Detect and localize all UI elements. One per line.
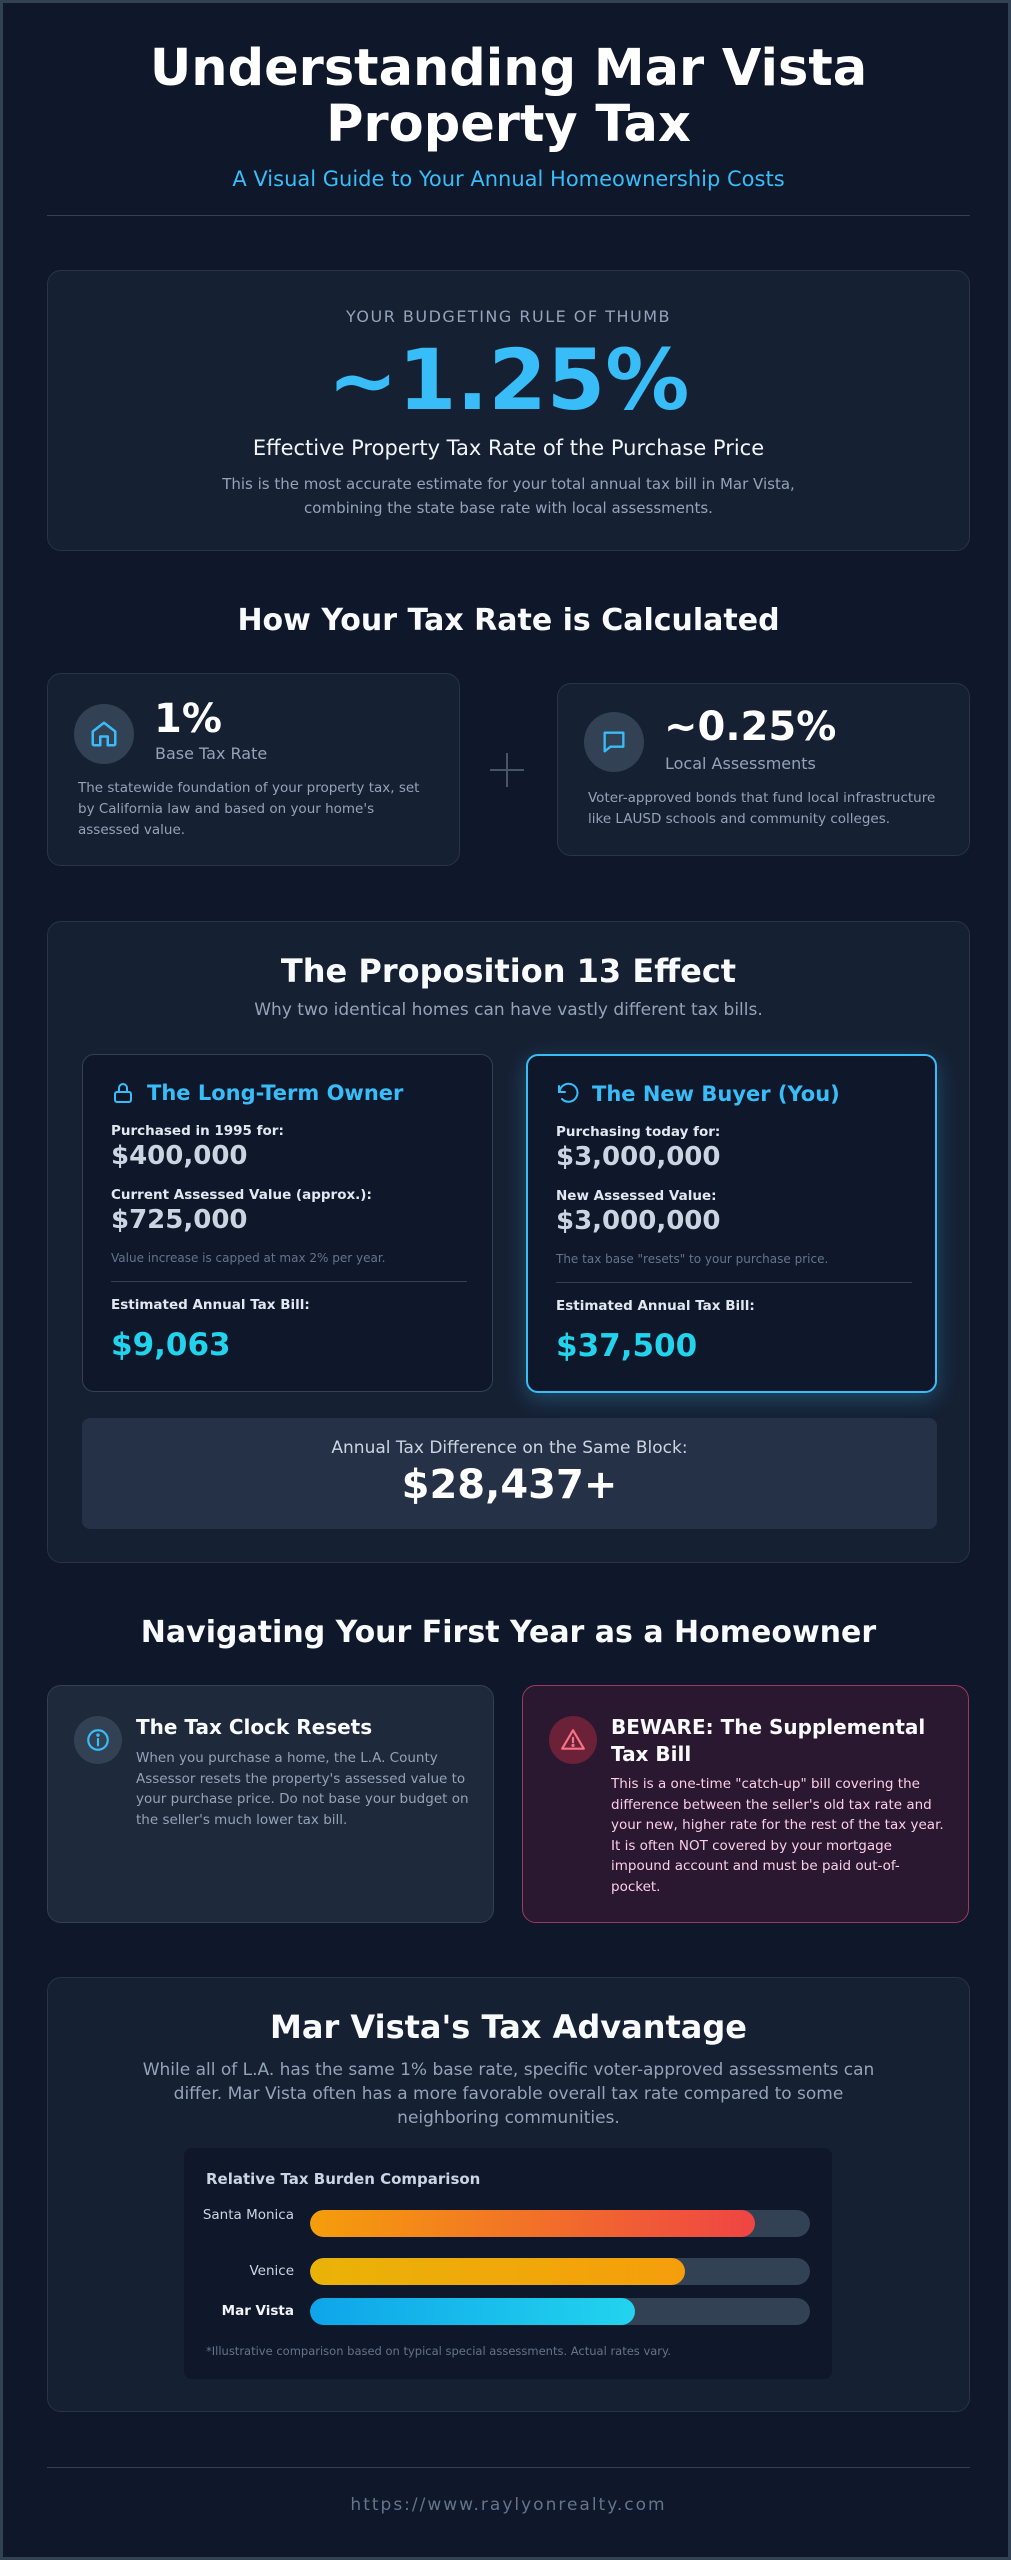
home-icon xyxy=(74,704,134,764)
tax-clock-body: When you purchase a home, the L.A. County Assessor resets the property's assessed value to your purchase price. Do not base your budget on the seller's much lower tax bill. xyxy=(136,1750,469,1828)
prop13-section xyxy=(47,921,970,1563)
first-year-heading: Navigating Your First Year as a Homeowner xyxy=(140,1615,877,1650)
long-term-purchased-label: Purchased in 1995 for: xyxy=(111,1123,284,1139)
long-term-owner-header xyxy=(111,1081,403,1105)
long-term-note: Value increase is capped at max 2% per year. xyxy=(111,1251,386,1265)
tax-advantage-section xyxy=(47,1977,970,2412)
tax-difference-panel xyxy=(82,1418,937,1529)
title-line-2: Property Tax xyxy=(326,95,691,154)
supplemental-bill-body: This is a one-time "catch-up" bill covering the difference between the seller's old tax rate and your new, higher rate for the rest of the tax year. It is often NOT covered by your mortgage impound account and must be paid out-of-pocket. xyxy=(611,1776,944,1895)
new-buyer-bill-label: Estimated Annual Tax Bill: xyxy=(556,1298,755,1314)
alert-triangle-icon xyxy=(549,1716,597,1764)
tax-burden-chart xyxy=(184,2148,832,2379)
long-term-divider xyxy=(111,1281,467,1282)
prop13-title: The Proposition 13 Effect xyxy=(280,952,737,990)
long-term-bill-label: Estimated Annual Tax Bill: xyxy=(111,1297,310,1313)
new-buyer-purchased-value: $3,000,000 xyxy=(556,1142,721,1172)
calc-heading: How Your Tax Rate is Calculated xyxy=(237,603,780,638)
advantage-title: Mar Vista's Tax Advantage xyxy=(270,2008,747,2046)
rule-value: ~1.25% xyxy=(327,331,690,429)
chart-footnote: *Illustrative comparison based on typical special assessments. Actual rates vary. xyxy=(206,2344,671,2358)
bar-label: Santa Monica xyxy=(202,2207,294,2223)
rule-description: This is the most accurate estimate for your total annual tax bill in Mar Vista, combining the state base rate with local assessments. xyxy=(222,475,795,517)
long-term-owner-card xyxy=(82,1054,493,1392)
chart-title: Relative Tax Burden Comparison xyxy=(206,2170,481,2188)
new-buyer-bill-value: $37,500 xyxy=(556,1328,698,1364)
local-assessment-value: ~0.25% xyxy=(664,704,837,750)
lock-icon xyxy=(111,1081,135,1105)
page-title xyxy=(47,41,970,153)
base-rate-card xyxy=(47,673,460,866)
new-buyer-title: The New Buyer (You) xyxy=(592,1082,840,1106)
header-divider xyxy=(47,215,970,216)
long-term-bill-value: $9,063 xyxy=(111,1327,231,1363)
new-buyer-header xyxy=(556,1082,840,1106)
tax-clock-card xyxy=(47,1685,494,1923)
long-term-assessed-label: Current Assessed Value (approx.): xyxy=(111,1187,372,1203)
local-assessment-label: Local Assessments xyxy=(665,754,816,773)
rule-of-thumb-card xyxy=(47,270,970,551)
supplemental-bill-title: BEWARE: The Supplemental Tax Bill xyxy=(611,1715,926,1766)
bar-track xyxy=(310,2258,810,2285)
rotate-ccw-icon xyxy=(556,1082,580,1106)
rule-title: Effective Property Tax Rate of the Purchase Price xyxy=(252,436,765,460)
long-term-assessed-value: $725,000 xyxy=(111,1205,248,1235)
bar-track xyxy=(310,2210,810,2237)
new-buyer-divider xyxy=(556,1282,912,1283)
long-term-owner-title: The Long-Term Owner xyxy=(147,1081,404,1105)
tax-difference-label: Annual Tax Difference on the Same Block: xyxy=(331,1438,688,1458)
rule-eyebrow: YOUR BUDGETING RULE OF THUMB xyxy=(346,307,671,326)
new-buyer-purchased-label: Purchasing today for: xyxy=(556,1124,721,1140)
long-term-purchased-value: $400,000 xyxy=(111,1141,248,1171)
new-buyer-assessed-label: New Assessed Value: xyxy=(556,1188,717,1204)
new-buyer-note: The tax base "resets" to your purchase price. xyxy=(556,1252,829,1266)
info-icon xyxy=(74,1716,122,1764)
new-buyer-card xyxy=(526,1054,937,1393)
tax-clock-title: The Tax Clock Resets xyxy=(136,1715,373,1739)
plus-icon xyxy=(490,753,524,787)
local-assessments-card xyxy=(557,683,970,856)
bar-fill xyxy=(310,2258,685,2285)
footer-divider xyxy=(47,2467,970,2468)
new-buyer-assessed-value: $3,000,000 xyxy=(556,1206,721,1236)
advantage-description: While all of L.A. has the same 1% base rate, specific voter-approved assessments can differ. Mar Vista often has a more favorable overall tax rate compared to some neighboring communities. xyxy=(142,2060,875,2128)
page-subtitle: A Visual Guide to Your Annual Homeownership Costs xyxy=(232,167,785,191)
base-rate-description: The statewide foundation of your property tax, set by California law and based on your home's assessed value. xyxy=(78,780,420,838)
bar-fill xyxy=(310,2298,635,2325)
bar-fill xyxy=(310,2210,755,2237)
base-rate-label: Base Tax Rate xyxy=(155,744,268,763)
prop13-subtitle: Why two identical homes can have vastly different tax bills. xyxy=(254,1000,763,1020)
base-rate-value: 1% xyxy=(154,696,222,742)
tax-difference-value: $28,437+ xyxy=(401,1462,618,1508)
title-line-1: Understanding Mar Vista xyxy=(149,39,868,98)
message-square-icon xyxy=(584,712,644,772)
supplemental-bill-card xyxy=(522,1685,969,1923)
bar-track xyxy=(310,2298,810,2325)
page-header xyxy=(47,41,970,191)
local-assessment-description: Voter-approved bonds that fund local infrastructure like LAUSD schools and community colleges. xyxy=(588,790,936,827)
footer-url: https://www.raylyonrealty.com xyxy=(350,2495,667,2515)
bar-label: Mar Vista xyxy=(221,2303,294,2319)
bar-label: Venice xyxy=(249,2263,294,2279)
